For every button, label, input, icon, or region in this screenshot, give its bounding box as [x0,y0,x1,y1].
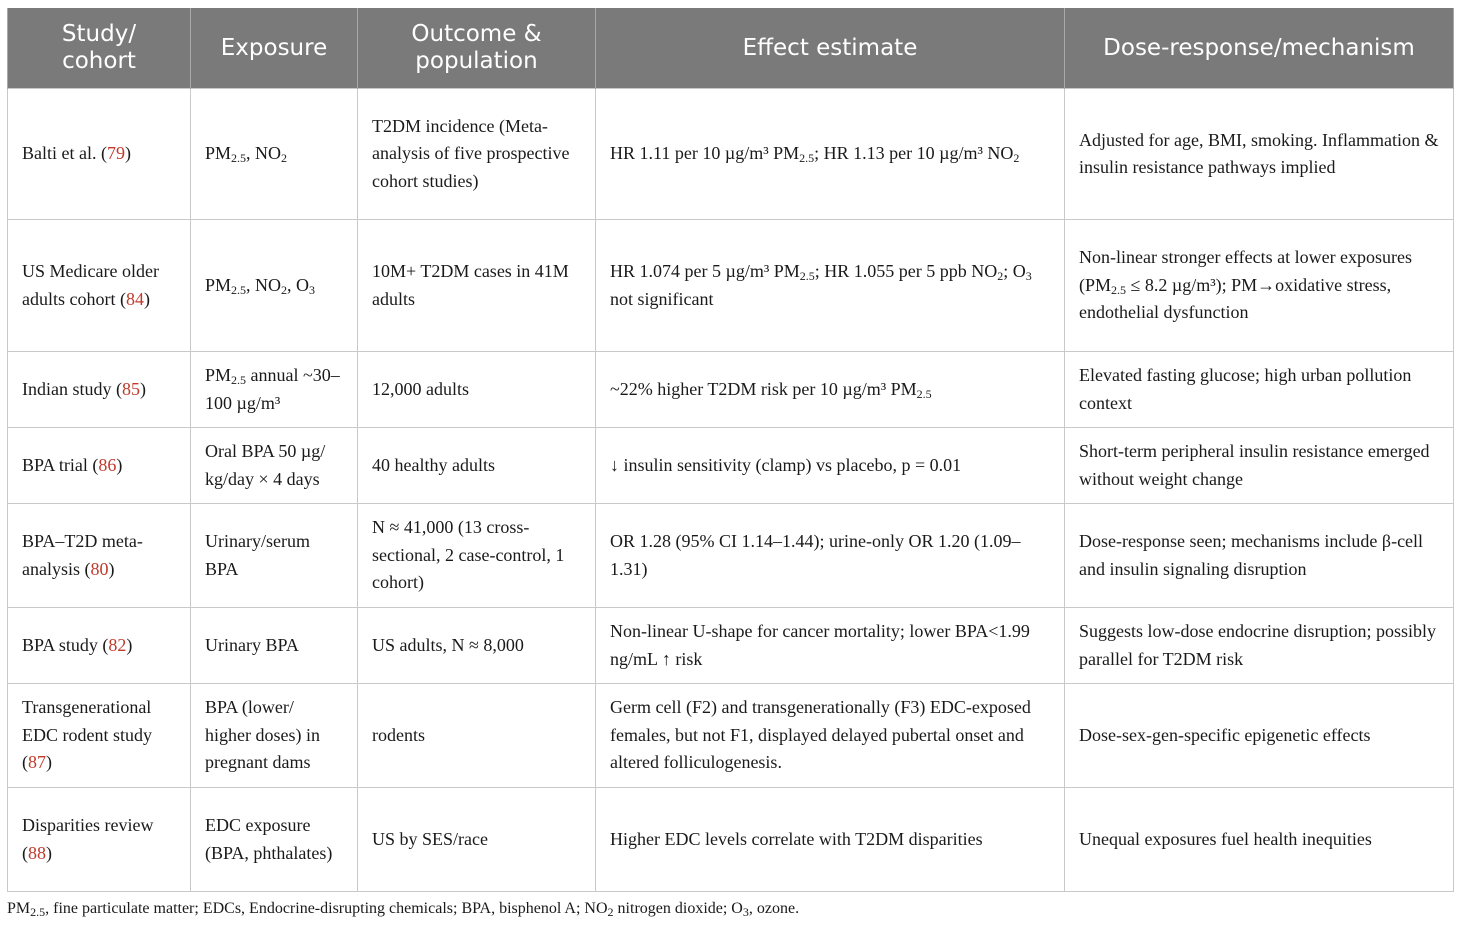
cell-outcome: rodents [358,684,596,788]
cell-mechanism: Dose-response seen; mechanisms include β-cell and insulin signaling disruption [1065,504,1454,608]
cell-mechanism: Unequal exposures fuel health inequities [1065,788,1454,892]
table-row [8,89,1454,220]
header-outcome: Outcome & population [358,8,596,89]
cell-mechanism: Non-linear stronger effects at lower exposures ($PM_{2.5} \le 8.2$ µg/m³); PM→oxidative stress, endothelial dysfunction [1065,220,1454,352]
cell-study: US Medicare older adults cohort (84) [8,220,191,352]
cell-exposure: BPA (lower/ higher doses) in pregnant dams [191,684,358,788]
header-study: Study/ cohort [8,8,191,89]
cell-exposure: EDC exposure (BPA, phthalates) [191,788,358,892]
cell-outcome: US by SES/race [358,788,596,892]
reference-link[interactable]: 85 [121,378,140,399]
cell-study: Transgenerational EDC rodent study (87) [8,684,191,788]
reference-link[interactable]: 82 [108,634,127,655]
cell-study: BPA trial (86) [8,428,191,504]
cell-effect: HR 1.11 per 10 µg/m³ $PM_{2.5}$; HR 1.13 per 10 µg/m³ $NO_2$ [596,89,1065,220]
cell-mechanism: Short-term peripheral insulin resistance emerged without weight change [1065,428,1454,504]
cell-exposure: Urinary/serum BPA [191,504,358,608]
cell-outcome: US adults, N ≈ 8,000 [358,608,596,684]
cell-effect: Germ cell (F2) and transgenerationally (F3) EDC-exposed females, but not F1, displayed delayed pubertal onset and altered folliculogenesis. [596,684,1065,788]
cell-mechanism: Dose-sex-gen-specific epigenetic effects [1065,684,1454,788]
cell-exposure: Urinary BPA [191,608,358,684]
table-footnote: $PM_{2.5}$, fine particulate matter; EDCs, Endocrine-disrupting chemicals; BPA, bisphenol A; $NO_2$ nitrogen dioxide; $O_3$, ozone. [7,900,800,919]
header-exposure: Exposure [191,8,358,89]
data-table-container [7,8,1453,892]
cell-exposure: Oral BPA 50 µg/ kg/day × 4 days [191,428,358,504]
table-row [8,608,1454,684]
cell-exposure: $PM_{2.5}$, $NO_2$, $O_3$ [191,220,358,352]
table-row [8,352,1454,428]
cell-study: Disparities review (88) [8,788,191,892]
cell-outcome: 40 healthy adults [358,428,596,504]
table-row [8,788,1454,892]
cell-effect: Higher EDC levels correlate with T2DM disparities [596,788,1065,892]
cell-study: BPA–T2D meta-analysis (80) [8,504,191,608]
reference-link[interactable]: 84 [125,288,144,309]
reference-link[interactable]: 88 [28,842,46,863]
reference-link[interactable]: 87 [28,752,46,773]
cell-study: Indian study (85) [8,352,191,428]
cell-mechanism: Suggests low-dose endocrine disruption; possibly parallel for T2DM risk [1065,608,1454,684]
reference-link[interactable]: 80 [90,558,109,579]
table-row [8,504,1454,608]
cell-study: Balti et al. (79) [8,89,191,220]
table-row [8,428,1454,504]
cell-exposure: $PM_{2.5}$ annual ~30–100 µg/m³ [191,352,358,428]
table-row [8,220,1454,352]
cell-mechanism: Adjusted for age, BMI, smoking. Inflammation & insulin resistance pathways implied [1065,89,1454,220]
cell-outcome: 10M+ T2DM cases in 41M adults [358,220,596,352]
cell-effect: Non-linear U-shape for cancer mortality; lower BPA<1.99 ng/mL ↑ risk [596,608,1065,684]
table-row [8,684,1454,788]
reference-link[interactable]: 86 [98,454,117,475]
cell-exposure: $PM_{2.5}$, $NO_2$ [191,89,358,220]
cell-outcome: N ≈ 41,000 (13 cross-sectional, 2 case-control, 1 cohort) [358,504,596,608]
cell-effect: ↓ insulin sensitivity (clamp) vs placebo, p = 0.01 [596,428,1065,504]
header-effect: Effect estimate [596,8,1065,89]
cell-effect: ~22% higher T2DM risk per 10 µg/m³ $PM_{2.5}$ [596,352,1065,428]
cell-outcome: 12,000 adults [358,352,596,428]
cell-mechanism: Elevated fasting glucose; high urban pollution context [1065,352,1454,428]
reference-link[interactable]: 79 [106,143,125,164]
cell-study: BPA study (82) [8,608,191,684]
table-header-row [8,8,1454,89]
header-mechanism: Dose-response/mechanism [1065,8,1454,89]
cell-effect: HR 1.074 per 5 µg/m³ $PM_{2.5}$; HR 1.055 per 5 ppb $NO_2$; $O_3$ not significant [596,220,1065,352]
cell-outcome: T2DM incidence (Meta-analysis of five prospective cohort studies) [358,89,596,220]
study-table [7,8,1454,892]
cell-effect: OR 1.28 (95% CI 1.14–1.44); urine-only OR 1.20 (1.09–1.31) [596,504,1065,608]
